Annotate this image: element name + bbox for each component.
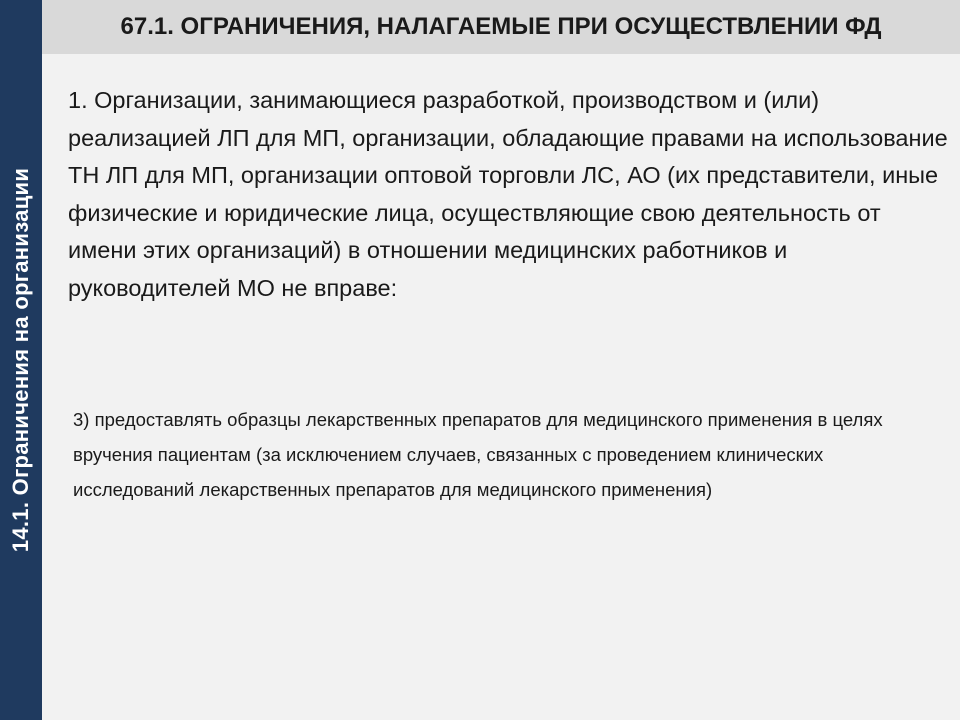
sub-paragraph: 3) предоставлять образцы лекарственных препаратов для медицинского применения в целях вручения пациентам (за исключением случаев, связанных с проведением клинических исследований лекарственных препаратов для медицинского применения) (73, 409, 883, 500)
main-paragraph: 1. Организации, занимающиеся разработкой, производством и (или) реализацией ЛП для МП, организации, обладающие правами на использование ТН ЛП для МП, организации оптовой торговли ЛС, АО (их представители, иные физические и юридические лица, осуществляющие свою деятельность от имени этих организаций) в отношении медицинских работников и руководителей МО не вправе: (68, 87, 948, 301)
sidebar-section-label: 14.1. Ограничения на организации (8, 167, 33, 553)
sidebar (0, 0, 42, 720)
page-title: 67.1. ОГРАНИЧЕНИЯ, НАЛАГАЕМЫЕ ПРИ ОСУЩЕСТВЛЕНИИ ФД (120, 13, 882, 40)
header-bar (42, 0, 960, 54)
